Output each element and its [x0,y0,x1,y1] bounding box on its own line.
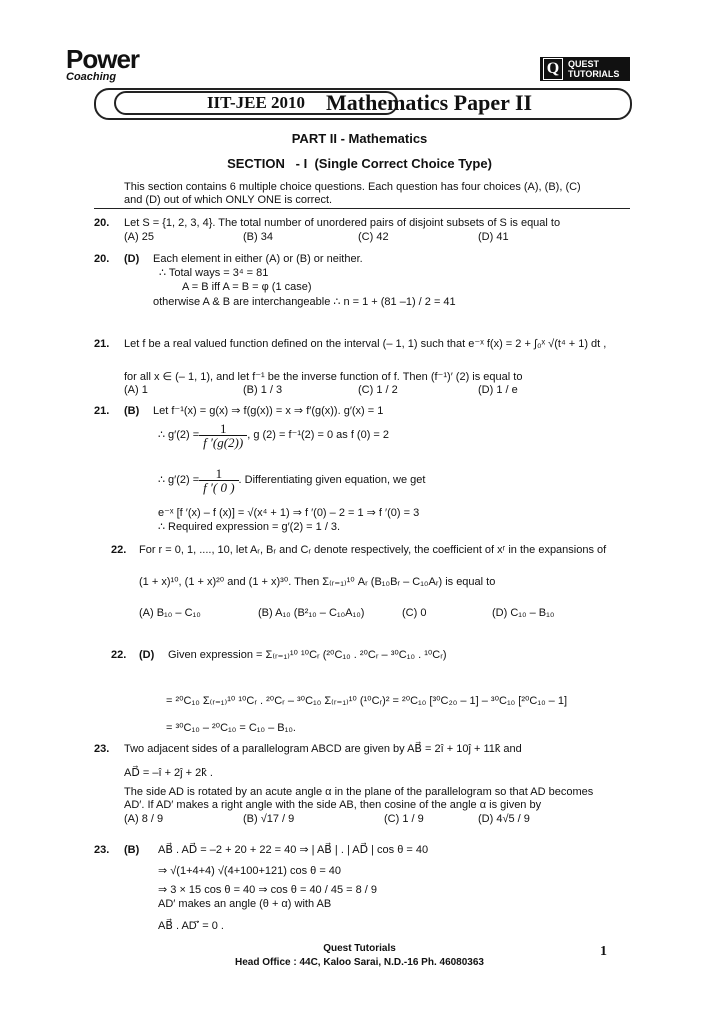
line3-rhs: . Differentiating given equation, we get [238,474,426,486]
line3-lhs: ∴ g′(2) = [158,474,200,486]
answer-22-line-3: = ³⁰C₁₀ – ²⁰C₁₀ = C₁₀ – B₁₀. [166,722,296,734]
question-23-line-1: Two adjacent sides of a parallelogram ABCD are given by AB⃗ = 2î + 10ĵ + 11k̂ and [124,743,522,755]
option-d: (D) 41 [478,231,509,243]
question-number: 23. [94,743,110,755]
answer-21-line-3 [158,467,425,494]
line2-rhs: , g (2) = f⁻¹(2) = 0 as f (0) = 2 [247,429,390,441]
option-b: (B) 1 / 3 [243,384,283,396]
fraction-denominator: f ′( 0 ) [203,480,235,495]
answer-key: (B) [124,844,140,856]
question-number: 20. [94,217,110,229]
quest-line1: QUEST [568,59,600,69]
instructions-line-1: This section contains 6 multiple choice questions. Each question has four choices (A), (B), (C) [124,181,581,193]
answer-number: 21. [94,405,110,417]
question-21-line-1: Let f be a real valued function defined on the interval (– 1, 1) such that e⁻ˣ f(x) = 2 + ∫₀ˣ √(t⁴ + 1) dt , [124,338,607,350]
option-a: (A) B₁₀ – C₁₀ [139,607,201,619]
answer-20-line-3: A = B iff A = B = φ (1 case) [182,281,312,293]
question-23-line-3: The side AD is rotated by an acute angle α in the plane of the parallelogram so that AD becomes [124,786,594,798]
page-number: 1 [600,944,607,959]
option-b: (B) √17 / 9 [243,813,295,825]
paper-title: Mathematics Paper II [326,90,533,115]
fraction [199,467,238,494]
option-d: (D) 1 / e [478,384,518,396]
footer-brand: Quest Tutorials [323,943,396,954]
question-20-text: Let S = {1, 2, 3, 4}. The total number of unordered pairs of disjoint subsets of S is equal to [124,217,561,229]
answer-23-line-3: ⇒ 3 × 15 cos θ = 40 ⇒ cos θ = 40 / 45 = 8 / 9 [158,884,378,896]
option-b: (B) A₁₀ (B²₁₀ – C₁₀A₁₀) [258,607,365,619]
question-number: 21. [94,338,110,350]
answer-20-line-1: Each element in either (A) or (B) or neither. [153,253,363,265]
answer-number: 23. [94,844,110,856]
footer-address: Head Office : 44C, Kaloo Sarai, N.D.-16 Ph. 46080363 [235,957,484,968]
answer-20-line-4: otherwise A & B are interchangeable ∴ n = 1 + (81 –1) / 2 = 41 [153,296,456,308]
fraction [199,422,247,449]
quest-line2: TUTORIALS [568,69,620,79]
answer-23-line-2: ⇒ √(1+4+4) √(4+100+121) cos θ = 40 [158,865,342,877]
answer-key: (D) [139,649,155,661]
option-a: (A) 8 / 9 [124,813,164,825]
answer-23-line-4: AD′ makes an angle (θ + α) with AB [158,898,332,910]
answer-22-line-1: Given expression = Σ₍ᵣ₌₁₎¹⁰ ¹⁰Cᵣ (²⁰C₁₀ . ²⁰Cᵣ – ³⁰C₁₀ . ¹⁰Cᵣ) [168,649,447,661]
quest-text [568,59,619,79]
section-title: SECTION - I (Single Correct Choice Type) [227,156,492,171]
fraction-numerator: 1 [199,467,238,481]
option-d: (D) 4√5 / 9 [478,813,530,825]
quest-tutorials-logo [540,57,630,81]
answer-number: 20. [94,253,110,265]
answer-key: (D) [124,253,140,265]
quest-q-icon: Q [543,58,563,80]
answer-22-line-2: = ²⁰C₁₀ Σ₍ᵣ₌₁₎¹⁰ ¹⁰Cᵣ . ²⁰Cᵣ – ³⁰C₁₀ Σ₍ᵣ₌₁₎¹⁰ (¹⁰Cᵣ)² = ²⁰C₁₀ [³⁰C₂₀ – 1] – ³⁰C₁₀ [²⁰C₁₀ – 1] [166,695,568,707]
option-d: (D) C₁₀ – B₁₀ [492,607,555,619]
logo-main-text: Power [66,44,140,74]
part-title: PART II - Mathematics [291,131,428,146]
answer-21-line-2 [158,422,389,449]
answer-number: 22. [111,649,127,661]
option-b: (B) 34 [243,231,273,243]
answer-23-line-1: AB⃗ . AD⃗ = –2 + 20 + 22 = 40 ⇒ | AB⃗ | . | AD⃗ | cos θ = 40 [158,844,429,856]
option-c: (C) 1 / 9 [384,813,424,825]
question-23-line-4: AD′. If AD′ makes a right angle with the side AB, then cosine of the angle α is given by [124,799,542,811]
question-22-line-2: (1 + x)¹⁰, (1 + x)²⁰ and (1 + x)³⁰. Then Σ₍ᵣ₌₁₎¹⁰ Aᵣ (B₁₀Bᵣ – C₁₀Aᵣ) is equal to [139,576,496,588]
power-coaching-logo [66,46,156,82]
logo-sub-text: Coaching [66,71,117,83]
option-c: (C) 42 [358,231,389,243]
line2-lhs: ∴ g′(2) = [158,429,200,441]
answer-21-line-1: Let f⁻¹(x) = g(x) ⇒ f(g(x)) = x ⇒ f′(g(x)). g′(x) = 1 [153,405,384,417]
paper-banner [94,88,630,118]
fraction-numerator: 1 [199,422,247,436]
exam-label: IIT-JEE 2010 [206,93,306,112]
divider [94,208,630,209]
answer-20-line-2: ∴ Total ways = 3⁴ = 81 [159,267,269,279]
question-22-line-1: For r = 0, 1, ...., 10, let Aᵣ, Bᵣ and Cᵣ denote respectively, the coefficient of xʳ in the expansions of [139,544,607,556]
option-a: (A) 25 [124,231,154,243]
answer-21-line-5: ∴ Required expression = g′(2) = 1 / 3. [158,521,341,533]
question-21-line-2: for all x ∈ (– 1, 1), and let f⁻¹ be the inverse function of f. Then (f⁻¹)′ (2) is equal to [124,371,523,383]
question-number: 22. [111,544,127,556]
fraction-denominator: f ′(g(2)) [203,435,244,450]
answer-key: (B) [124,405,140,417]
answer-21-line-4: e⁻ˣ [f ′(x) – f (x)] = √(x⁴ + 1) ⇒ f ′(0) – 2 = 1 ⇒ f ′(0) = 3 [158,507,420,519]
option-c: (C) 1 / 2 [358,384,398,396]
question-23-line-2: AD⃗ = –î + 2ĵ + 2k̂ . [124,767,213,779]
option-a: (A) 1 [124,384,148,396]
instructions-line-2: and (D) out of which ONLY ONE is correct. [124,194,333,206]
option-c: (C) 0 [402,607,427,619]
answer-23-line-5: AB⃗ . AD′⃗ = 0 . [158,920,224,932]
